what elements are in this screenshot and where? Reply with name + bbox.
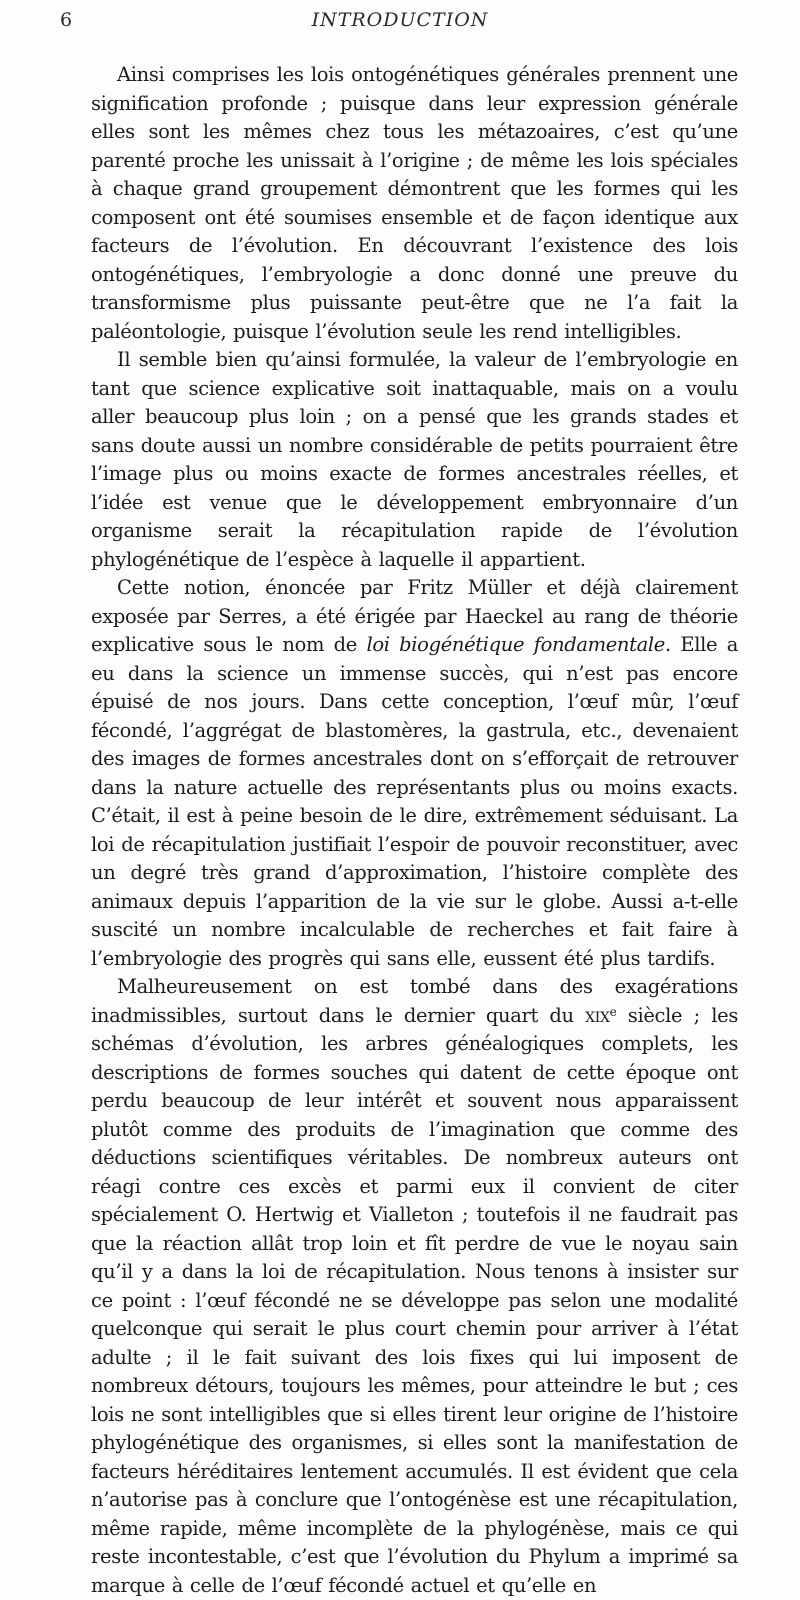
body-text <box>91 61 738 1600</box>
paragraph-3-text-after: . Elle a eu dans la science un immense succès, qui n’est pas encore épuisé de nos jours. Dans cette conception, l’œuf mûr, l’œuf fécondé, l’aggrégat de blastomères, la gastrula, etc., devenaient des images de formes ancestrales dont on s’efforçait de retrouver dans la nature actuelle des représentants plus ou moins exacts. C’était, il est à peine besoin de le dire, extrêmement séduisant. La loi de récapitulation justifiait l’espoir de pouvoir reconstituer, avec un degré très grand d’approximation, l’histoire complète des animaux depuis l’apparition de la vie sur le globe. Aussi a-t-elle suscité un nombre incalculable de recherches et fait faire à l’embryologie des progrès qui sans elle, eussent été plus tardifs. <box>91 633 738 970</box>
emphasized-term: loi biogénétique fondamentale <box>366 633 665 656</box>
paragraph-4-text-before: Malheureusement on est tombé dans des exagérations inadmissibles, surtout dans le dernier quart du <box>91 975 738 1027</box>
paragraph-3 <box>91 574 738 973</box>
page-number: 6 <box>60 9 73 31</box>
paragraph-2: Il semble bien qu’ainsi formulée, la valeur de l’embryologie en tant que science explicative soit inattaquable, mais on a voulu aller beaucoup plus loin ; on a pensé que les grands stades et sans doute aussi un nombre considérable de petits pourraient être l’image plus ou moins exacte de formes ancestrales réelles, et l’idée est venue que le développement embryonnaire d’un organisme serait la récapitulation rapide de l’évolution phylogénétique de l’espèce à laquelle il appartient. <box>91 348 738 571</box>
paragraph-4-text-after: siècle ; les schémas d’évolution, les arbres généalogiques complets, les descriptions de formes souches qui datent de cette époque ont perdu beaucoup de leur intérêt et souvent nous apparaissent plutôt comme des produits de l’imagination que comme des déductions scientifiques véritables. De nombreux auteurs ont réagi contre ces excès et parmi eux il convient de citer spécialement O. Hertwig et Vialleton ; toutefois il ne faudrait pas que la réaction allât trop loin et fît perdre de vue le noyau sain qu’il y a dans la loi de récapitulation. Nous tenons à insister sur ce point : l’œuf fécondé ne se développe pas selon une modalité quelconque qui serait le plus court chemin pour arriver à l’état adulte ; il le fait suivant des lois fixes qui lui imposent de nombreux détours, toujours les mêmes, pour atteindre le but ; ces lois ne sont intelligibles que si elles tirent leur origine de l’histoire phylogénétique des organismes, si elles sont la manifestation de facteurs héréditaires lentement accumulés. Il est évident que cela n’autorise pas à conclure que l’ontogénèse est une récapitulation, même rapide, même incomplète de la phylogénèse, mais ce qui reste incontestable, c’est que l’évolution du Phylum a imprimé sa marque à celle de l’œuf fécondé actuel et qu’elle en <box>91 1003 738 1597</box>
century-numeral: xix <box>585 1003 610 1027</box>
running-title: INTRODUCTION <box>311 9 489 31</box>
paragraph-1: Ainsi comprises les lois ontogénétiques générales prennent une signification profonde ; puisque dans leur expression générale elles sont les mêmes chez tous les métazoaires, c’est qu’une parenté proche les unissait à l’origine ; de même les lois spéciales à chaque grand groupement démontrent que les formes qui les composent ont été soumises ensemble et de façon identique aux facteurs de l’évolution. En découvrant l’existence des lois ontogénétiques, l’embryologie a donc donné une preuve du transformisme plus puissante peut-être que ne l’a fait la paléontologie, puisque l’évolution seule les rend intelligibles. <box>91 63 738 343</box>
century-superscript: e <box>609 1004 617 1019</box>
paragraph-4 <box>91 973 738 1600</box>
paragraph-3-text-before: Cette notion, énoncée par Fritz Müller et déjà clairement exposée par Serres, a été érigée par Haeckel au rang de théorie explicative sous le nom de <box>91 576 738 656</box>
